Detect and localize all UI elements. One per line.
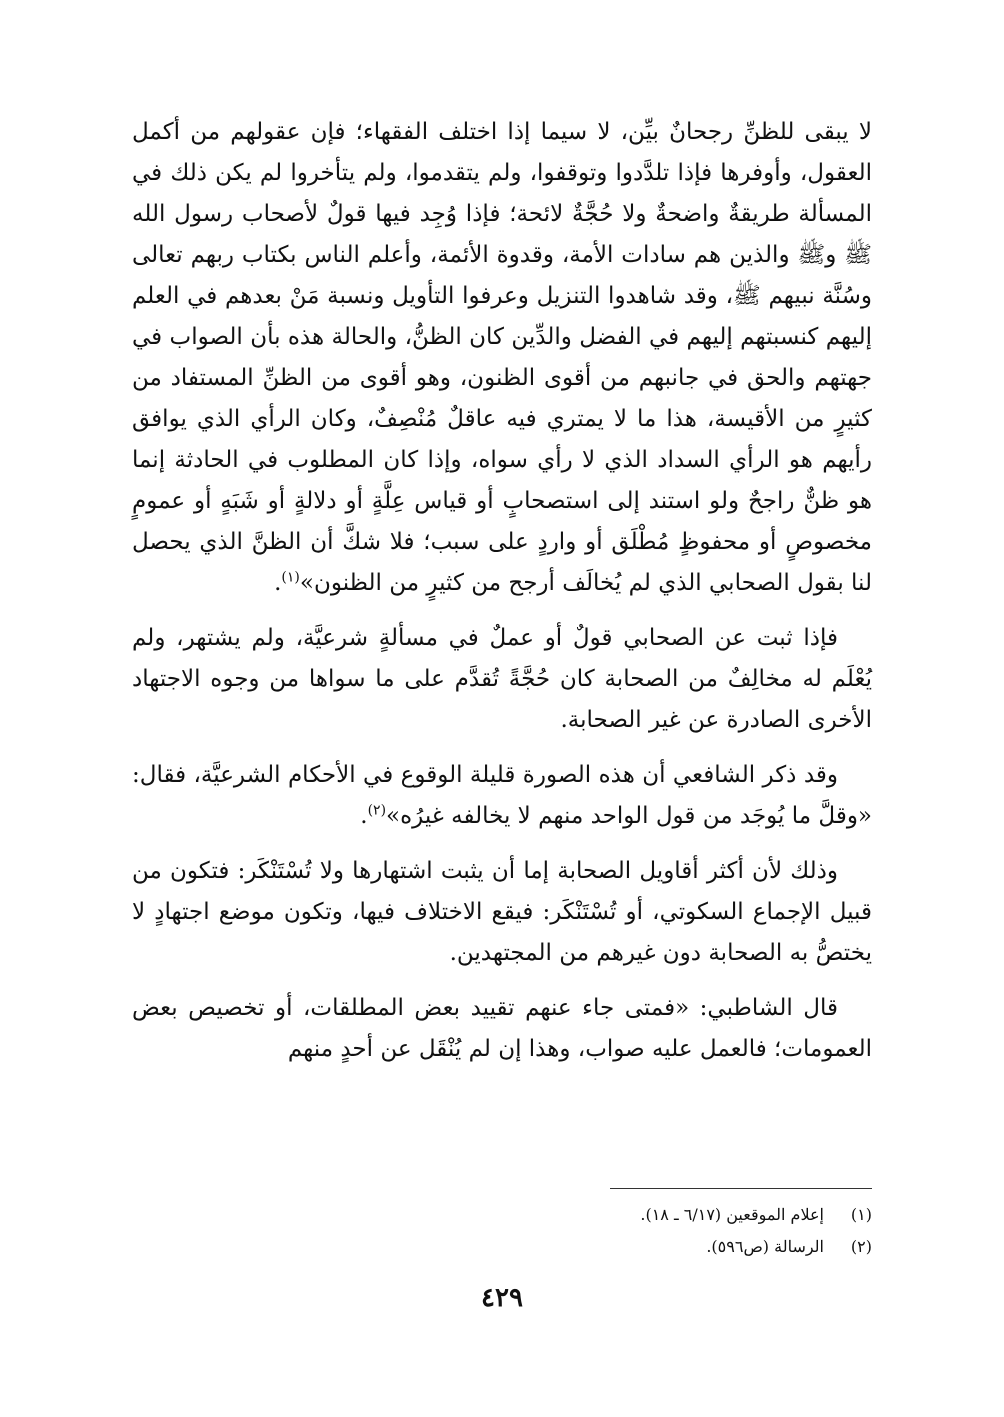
footnote-ref-2: (٢) <box>367 802 387 819</box>
footnote-2 <box>132 1231 872 1263</box>
footnote-1-number: (١) <box>850 1205 872 1224</box>
footnote-1 <box>132 1199 872 1231</box>
paragraph-5 <box>132 988 872 1070</box>
footnote-ref-1: (١) <box>281 569 300 586</box>
paragraph-2-text: فإذا ثبت عن الصحابي قولٌ أو عملٌ في مسألةٍ شرعيَّة، ولم يشتهر، ولم يُعْلَم له مخالِفٌ من الصحابة كان حُجَّةً تُقدَّم على ما سواها من وجوه الاجتهاد الأخرى الصادرة عن غير الصحابة. <box>132 625 872 733</box>
paragraph-1-text: لا يبقى للظنِّ رجحانٌ بيِّن، لا سيما إذا اختلف الفقهاء؛ فإن عقولهم من أكمل العقول، وأوفرها فإذا تلدَّدوا وتوقفوا، ولم يتقدموا، ولم يتأخروا لم يكن ذلك في المسألة طريقةٌ واضحةٌ ولا حُجَّةٌ لائحة؛ فإذا وُجِد فيها قولٌ لأصحاب رسول الله ﷺ وﷺ والذين هم سادات الأمة، وقدوة الأئمة، وأعلم الناس بكتاب ربهم تعالى وسُنَّة نبيهم ﷺ، وقد شاهدوا التنزيل وعرفوا التأويل ونسبة مَنْ بعدهم في العلم إليهم كنسبتهم إليهم في الفضل والدِّين كان الظنُّ، والحالة هذه بأن الصواب في جهتهم والحق في جانبهم من أقوى الظنون، وهو أقوى من الظنِّ المستفاد من كثيرٍ من الأقيسة، هذا ما لا يمتري فيه عاقلٌ مُنْصِفٌ، وكان الرأي الذي يوافق رأيهم هو الرأي السداد الذي لا رأي سواه، وإذا كان المطلوب في الحادثة إنما هو ظنٌّ راجحٌ ولو استند إلى استصحابٍ أو قياس عِلَّةٍ أو دلالةٍ أو شَبَهٍ أو عمومٍ مخصوصٍ أو محفوظٍ مُطْلَق أو واردٍ على سبب؛ فلا شكَّ أن الظنَّ الذي يحصل لنا بقول الصحابي الذي لم يُخالَف أرجح من كثيرٍ من الظنون» <box>132 119 872 596</box>
paragraph-3-end: . <box>360 803 368 829</box>
footnote-divider <box>610 1188 872 1189</box>
paragraph-2 <box>132 618 872 741</box>
paragraph-5-text: قال الشاطبي: «فمتى جاء عنهم تقييد بعض المطلقات، أو تخصيص بعض العمومات؛ فالعمل عليه صواب، وهذا إن لم يُنْقَل عن أحدٍ منهم <box>132 995 872 1062</box>
paragraph-3-text: وقد ذكر الشافعي أن هذه الصورة قليلة الوقوع في الأحكام الشرعيَّة، فقال: «وقلَّ ما يُوجَد من قول الواحد منهم لا يخالفه غيرُه» <box>132 762 872 829</box>
paragraph-1 <box>132 112 872 604</box>
footnotes <box>132 1188 872 1263</box>
paragraph-1-end: . <box>274 570 282 596</box>
paragraph-4 <box>132 851 872 974</box>
paragraph-4-text: وذلك لأن أكثر أقاويل الصحابة إما أن يثبت اشتهارها ولا تُسْتَنْكَر: فتكون من قبيل الإجماع السكوتي، أو تُسْتَنْكَر: فيقع الاختلاف فيها، وتكون موضع اجتهادٍ لا يختصُّ به الصحابة دون غيرهم من المجتهدين. <box>132 858 872 966</box>
footnote-1-text: إعلام الموقعين (٦/١٧ ـ ١٨). <box>640 1205 824 1224</box>
footnote-2-text: الرسالة (ص٥٩٦). <box>706 1237 824 1256</box>
main-text <box>132 112 872 1070</box>
page-number: ٤٢٩ <box>481 1283 523 1313</box>
paragraph-3 <box>132 755 872 837</box>
footnote-2-number: (٢) <box>850 1237 872 1256</box>
